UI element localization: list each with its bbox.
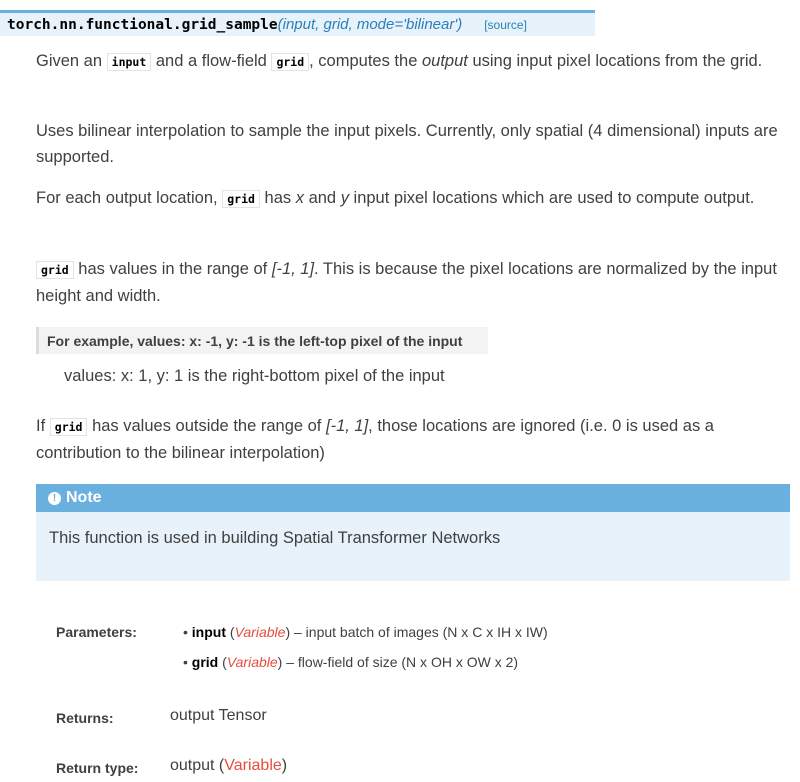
emphasis-range: [-1, 1]	[325, 417, 369, 435]
open-paren: (	[277, 16, 283, 33]
paragraph-2	[36, 118, 786, 170]
text: , those locations are ignored (i.e. 0 is used as a contribution to the bilinear interpolation)	[36, 417, 714, 462]
example-line-2: values: x: 1, y: 1 is the right-bottom pixel of the input	[64, 367, 445, 385]
info-icon: !	[48, 492, 61, 505]
text: has values in the range of	[78, 260, 268, 278]
returns-label: Returns:	[56, 710, 114, 726]
note-text: This function is used in building Spatial Transformer Networks	[49, 529, 501, 547]
bullet: •	[183, 654, 188, 670]
emphasis-y: y	[340, 189, 349, 207]
param-desc: – flow-field of size (N x OH x OW x 2)	[282, 654, 519, 670]
code-grid: grid	[222, 190, 260, 208]
note-admonition	[36, 484, 790, 581]
paragraph-4	[36, 256, 786, 309]
paragraph-1	[36, 48, 786, 75]
param-desc: – input batch of images (N x C x IH x IW)	[290, 624, 548, 640]
text: input pixel locations which are used to compute output.	[353, 189, 755, 207]
code-input: input	[107, 53, 152, 71]
emphasis-x: x	[295, 189, 304, 207]
parameters-label: Parameters:	[56, 624, 137, 640]
param-name: grid	[191, 654, 219, 670]
text: Uses bilinear interpolation to sample the input pixels. Currently, only spatial (4 dimensional) inputs are supported.	[36, 122, 778, 166]
close-paren: )	[457, 16, 463, 33]
text: and	[308, 189, 337, 207]
bullet: •	[183, 624, 188, 640]
return-type-link[interactable]: Variable	[224, 757, 282, 774]
function-args: input, grid, mode='bilinear'	[282, 16, 458, 33]
function-name: torch.nn.functional.grid_sample	[7, 16, 278, 33]
note-header	[36, 484, 790, 512]
text: For each output location,	[36, 189, 218, 207]
param-type-link[interactable]: Variable	[234, 624, 286, 640]
text: using input pixel locations from the grid.	[472, 52, 763, 70]
text: has	[264, 189, 292, 207]
text: has values outside the range of	[92, 417, 322, 435]
source-link[interactable]: [source]	[484, 17, 527, 32]
param-item: • grid (Variable) – flow-field of size (N x OH x OW x 2)	[183, 654, 519, 670]
code-grid: grid	[50, 418, 88, 436]
param-type-link[interactable]: Variable	[226, 654, 278, 670]
return-type-value	[170, 757, 287, 775]
example-blockquote: For example, values: x: -1, y: -1 is the left-top pixel of the input	[36, 327, 488, 354]
note-title: Note	[66, 489, 102, 506]
text: , computes the	[309, 52, 418, 70]
code-grid: grid	[36, 261, 74, 279]
return-type-label: Return type:	[56, 760, 139, 776]
paragraph-5	[36, 413, 786, 466]
emphasis-range: [-1, 1]	[271, 260, 315, 278]
code-grid: grid	[271, 53, 309, 71]
emphasis-output: output	[421, 52, 468, 70]
param-name: input	[191, 624, 227, 640]
text: . This is because the pixel locations are normalized by the input height and width.	[36, 260, 777, 305]
text: output (	[170, 757, 225, 774]
text: Given an	[36, 52, 103, 70]
text: and a flow-field	[155, 52, 267, 70]
text: If	[36, 417, 46, 435]
text: )	[281, 757, 288, 774]
param-item: • input (Variable) – input batch of images (N x C x IH x IW)	[183, 624, 548, 640]
paragraph-3	[36, 185, 786, 212]
function-signature	[0, 10, 595, 36]
returns-value: output Tensor	[170, 707, 267, 724]
